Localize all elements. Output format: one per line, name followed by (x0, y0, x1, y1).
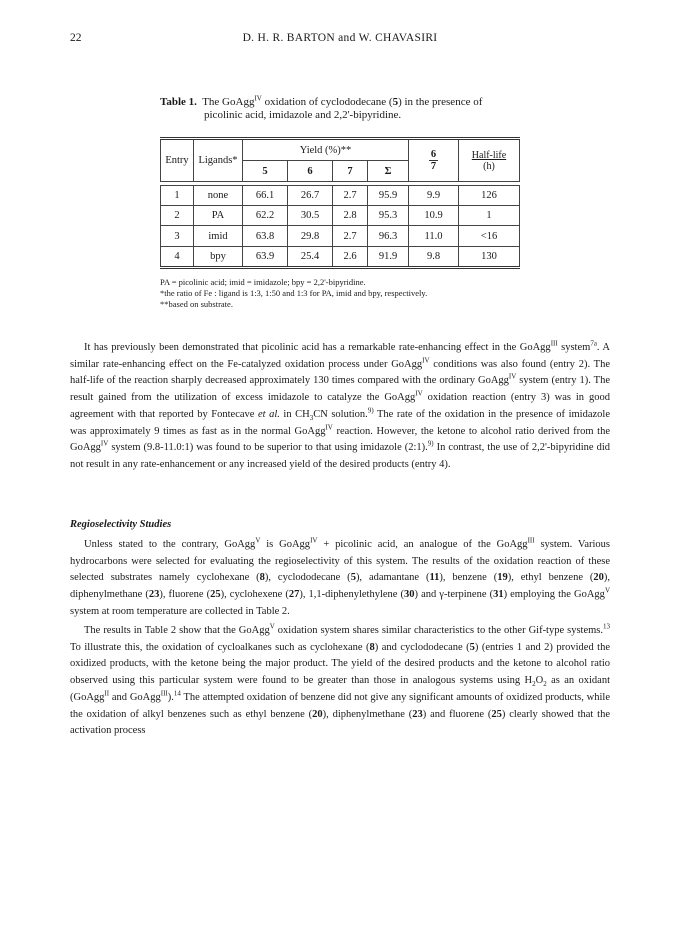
cell-sum: 91.9 (368, 246, 409, 267)
results-table (160, 137, 520, 269)
table-row (161, 246, 520, 267)
table-row (161, 206, 520, 226)
cell-yield-6: 26.7 (288, 186, 333, 206)
table-note: *the ratio of Fe : ligand is 1:3, 1:50 and 1:3 for PA, imid and bpy, respectively. (160, 288, 428, 298)
table-note: PA = picolinic acid; imid = imidazole; bpy = 2,2'-bipyridine. (160, 277, 366, 287)
cell-yield-7: 2.7 (333, 186, 368, 206)
cell-sum: 95.9 (368, 186, 409, 206)
cell-halflife: <16 (459, 226, 520, 246)
cell-entry: 1 (161, 186, 194, 206)
caption-text: ) in the presence of (398, 96, 483, 108)
cell-entry: 3 (161, 226, 194, 246)
caption-line-2: picolinic acid, imidazole and 2,2'-bipyridine. (204, 109, 402, 121)
paragraph-text: The results in Table 2 show that the GoAgg$^V$ oxidation system shares similar characteristics to the other Gif-type systems.$^{13}$ To illustrate this, the oxidation of cycloalkanes such as cyclohexane (8) and cyclododecane (5) (entries 1 and 2) provided the oxidized products, with the ketone being the major product. The yield of the desired products and the ketone to alcohol ratio observed using this particular system were found to be greater than those in analogous systems using $H_2O_2$ as an oxidant (GoAgg$^{II}$ and GoAgg$^{III}$).$^{14}$ The attempted oxidation of benzene did not give any significant amounts of oxidized products, while the oxidation of alkyl benzenes such as ethyl benzene (20), diphenylmethane (23) and fluorene (25) clearly showed that the activation process (70, 622, 611, 737)
cell-ratio: 9.9 (409, 186, 459, 206)
cell-yield-7: 2.7 (333, 226, 368, 246)
ratio-numerator: 6 (430, 149, 437, 160)
cell-halflife: 126 (459, 186, 520, 206)
header-col-sum: Σ (368, 161, 409, 182)
cell-ligand: PA (194, 206, 243, 226)
table-row (161, 186, 520, 206)
running-head-authors: D. H. R. BARTON and W. CHAVASIRI (242, 32, 438, 44)
table-label: Table 1. (160, 96, 197, 108)
header-yield: Yield (%)** (243, 139, 409, 161)
caption-text: The GoAgg (202, 96, 255, 108)
cell-yield-5: 62.2 (243, 206, 288, 226)
caption-sup: IV (254, 94, 262, 103)
caption-compound: 5 (392, 96, 399, 108)
cell-halflife: 130 (459, 246, 520, 267)
paragraph-text: Unless stated to the contrary, GoAgg$^V$ is GoAgg$^{IV}$ + picolinic acid, an analogue of the GoAgg$^{III}$ system. Various hydrocarbons were selected for evaluating the regioselectivity of this system. The results of the oxidation reaction of these selected substrates namely cyclohexane (8), cyclododecane (5), adamantane (11), benzene (19), ethyl benzene (20), diphenylmethane (23), fluorene (25), cyclohexene (27), 1,1-diphenylethylene (30) and γ-terpinene (31) employing the GoAgg$^V$ system at room temperature are collected in Table 2. (70, 536, 611, 617)
paragraph-picolinic (70, 340, 610, 474)
cell-ligand: none (194, 186, 243, 206)
cell-entry: 2 (161, 206, 194, 226)
cell-ratio: 11.0 (409, 226, 459, 246)
page-number: 22 (70, 32, 82, 44)
cell-ratio: 9.8 (409, 246, 459, 267)
header-ligands: Ligands* (194, 139, 243, 182)
header-col-6: 6 (288, 161, 333, 182)
table-notes (160, 277, 560, 310)
cell-yield-7: 2.6 (333, 246, 368, 267)
halflife-label (472, 150, 506, 172)
ratio-denominator: 7 (430, 161, 437, 172)
cell-yield-7: 2.8 (333, 206, 368, 226)
paragraph-regioselectivity (70, 537, 610, 621)
page-header (70, 32, 610, 48)
cell-sum: 95.3 (368, 206, 409, 226)
cell-entry: 4 (161, 246, 194, 267)
cell-yield-6: 29.8 (288, 226, 333, 246)
ratio-fraction (429, 149, 438, 172)
header-col-7: 7 (333, 161, 368, 182)
paragraph-results (70, 623, 610, 740)
cell-yield-6: 30.5 (288, 206, 333, 226)
paragraph-text: It has previously been demonstrated that picolinic acid has a remarkable rate-enhancing effect in the GoAgg$^{III}$ system$^{7a}$. A similar rate-enhancing effect on the Fe-catalyzed oxidation process under GoAgg$^{IV}$ conditions was also found (entry 2). The half-life of the reaction sharply decreased approximately 130 times compared with the ordinary GoAgg$^{IV}$ system (entry 1). The result gained from the utilization of excess imidazole to catalyze the GoAgg$^{IV}$ oxidation reaction (entry 3) was in good agreement with that reported by Fontecave et al. in $CH_3CN$ solution.$^{9)}$ The rate of the oxidation in the presence of imidazole was approximately 9 times as fast as in the normal GoAgg$^{IV}$ reaction. However, the ketone to alcohol ratio derived from the GoAgg$^{IV}$ system (9.8-11.0:1) was found to be superior to that using imidazole (2:1).$^{9)}$ In contrast, the use of 2,2'-bipyridine did not result in any rate-enhancement or any increased yield of the desired products (entry 4). (70, 339, 611, 470)
cell-sum: 96.3 (368, 226, 409, 246)
cell-yield-5: 63.9 (243, 246, 288, 267)
table-caption (160, 96, 560, 122)
cell-ligand: bpy (194, 246, 243, 267)
cell-yield-5: 63.8 (243, 226, 288, 246)
cell-ligand: imid (194, 226, 243, 246)
header-entry: Entry (161, 139, 194, 182)
halflife-line-2: (h) (483, 160, 495, 172)
cell-yield-6: 25.4 (288, 246, 333, 267)
section-heading: Regioselectivity Studies (70, 519, 172, 530)
header-col-5: 5 (243, 161, 288, 182)
cell-halflife: 1 (459, 206, 520, 226)
table-note: **based on substrate. (160, 299, 233, 309)
cell-ratio: 10.9 (409, 206, 459, 226)
cell-yield-5: 66.1 (243, 186, 288, 206)
caption-text: oxidation of cyclododecane ( (261, 96, 393, 108)
header-ratio (409, 139, 459, 182)
header-halflife (459, 139, 520, 182)
table-row (161, 226, 520, 246)
halflife-line-1: Half-life (471, 149, 507, 161)
